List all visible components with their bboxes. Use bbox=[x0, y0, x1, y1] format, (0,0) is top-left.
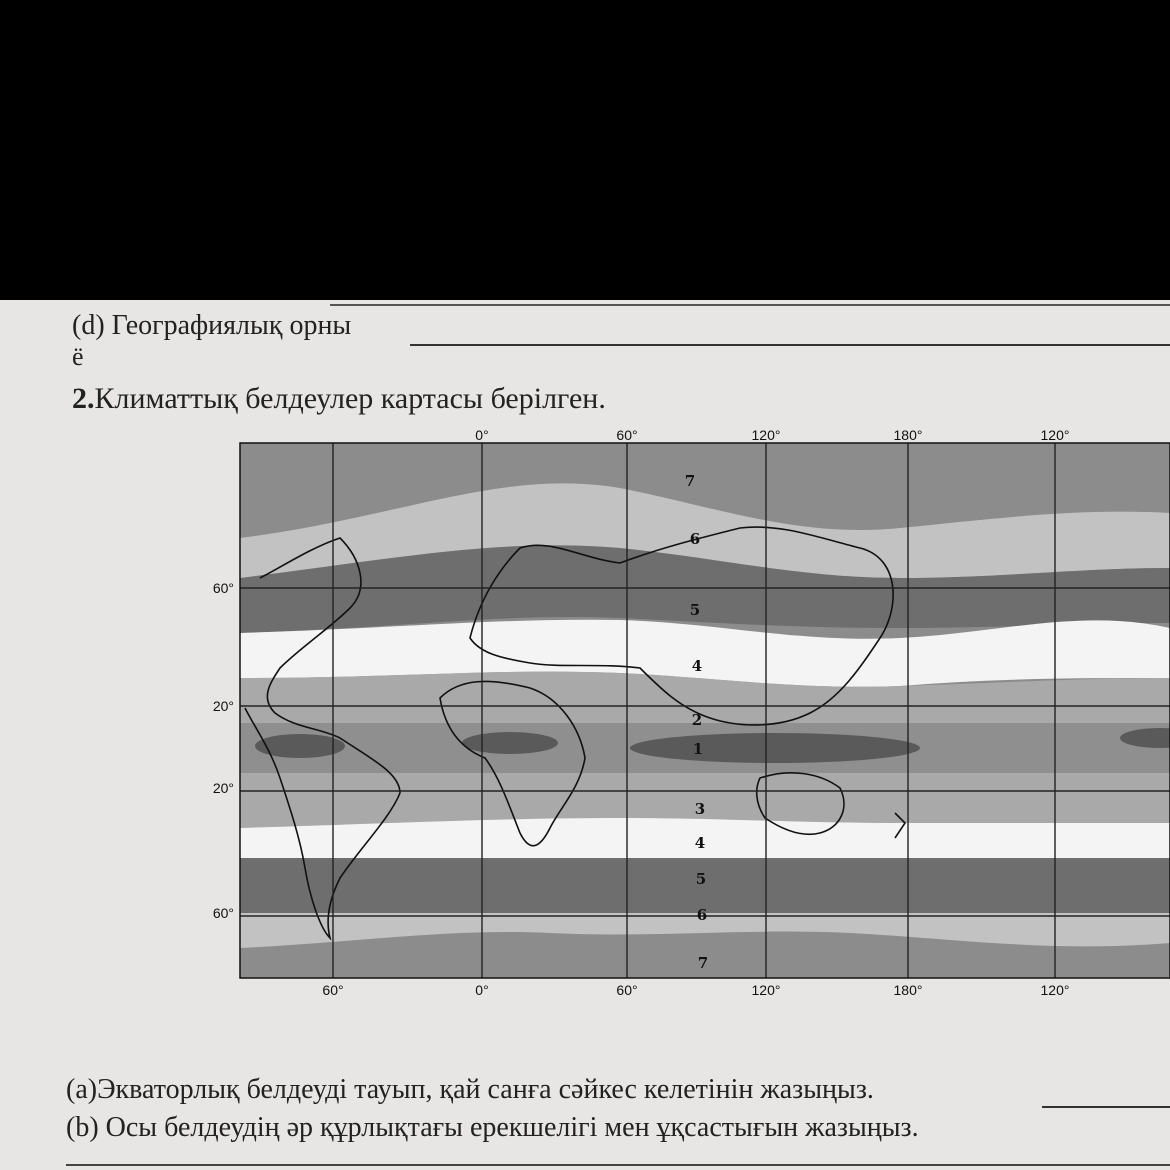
lat-label: 60° bbox=[212, 905, 234, 921]
zone-label: 6 bbox=[689, 530, 701, 548]
zone-label: 6 bbox=[696, 906, 708, 924]
top-lon-label: 180° bbox=[893, 428, 923, 443]
zone-label: 1 bbox=[692, 740, 704, 758]
top-lon-label: 0° bbox=[475, 428, 489, 443]
lat-label: 20° bbox=[212, 698, 234, 714]
question-b-text: (b) Осы белдеудің әр құрлықтағы ерекшелігі мен ұқсастығын жазыңыз. bbox=[66, 1112, 919, 1143]
question-2-text: Климаттық белдеулер картасы берілген. bbox=[94, 382, 606, 415]
bottom-lon-label: 120° bbox=[751, 982, 781, 998]
band-equatorial-africa bbox=[462, 732, 558, 754]
bottom-lon-label: 120° bbox=[1040, 982, 1070, 998]
zone-label: 4 bbox=[691, 657, 703, 675]
question-a-text: (а)Экваторлық белдеуді тауып, қай санға сәйкес келетінін жазыңыз. bbox=[66, 1074, 874, 1105]
zone-label: 7 bbox=[684, 472, 696, 490]
band-equatorial-america bbox=[255, 734, 345, 758]
question-2-title bbox=[72, 382, 606, 416]
bottom-lon-label: 60° bbox=[616, 982, 638, 998]
question-d-text: (d) Географиялық орны bbox=[72, 310, 352, 341]
zone-label: 5 bbox=[695, 870, 707, 888]
bottom-lon-label: 60° bbox=[322, 982, 344, 998]
zone-label: 3 bbox=[694, 800, 706, 818]
zone-label: 2 bbox=[691, 711, 703, 729]
zone-label: 4 bbox=[694, 834, 706, 852]
zone-label: 7 bbox=[697, 954, 709, 972]
answer-line-top bbox=[330, 304, 1170, 306]
answer-line-d bbox=[410, 344, 1170, 346]
letter-yo: ё bbox=[72, 342, 84, 371]
band-equatorial-asia bbox=[630, 733, 920, 763]
question-2-number: 2. bbox=[72, 382, 95, 415]
bottom-lon-label: 0° bbox=[475, 982, 489, 998]
bottom-lon-label: 180° bbox=[893, 982, 923, 998]
top-lon-label: 120° bbox=[1040, 428, 1070, 443]
zone-label: 5 bbox=[689, 601, 701, 619]
worksheet-page bbox=[0, 300, 1170, 1170]
answer-line-b bbox=[66, 1164, 1170, 1166]
top-lon-label: 120° bbox=[751, 428, 781, 443]
lat-label: 20° bbox=[212, 780, 234, 796]
lat-label: 60° bbox=[212, 580, 234, 596]
answer-line-a bbox=[1042, 1106, 1170, 1108]
top-lon-label: 60° bbox=[616, 428, 638, 443]
climate-zones-map bbox=[200, 428, 1170, 998]
